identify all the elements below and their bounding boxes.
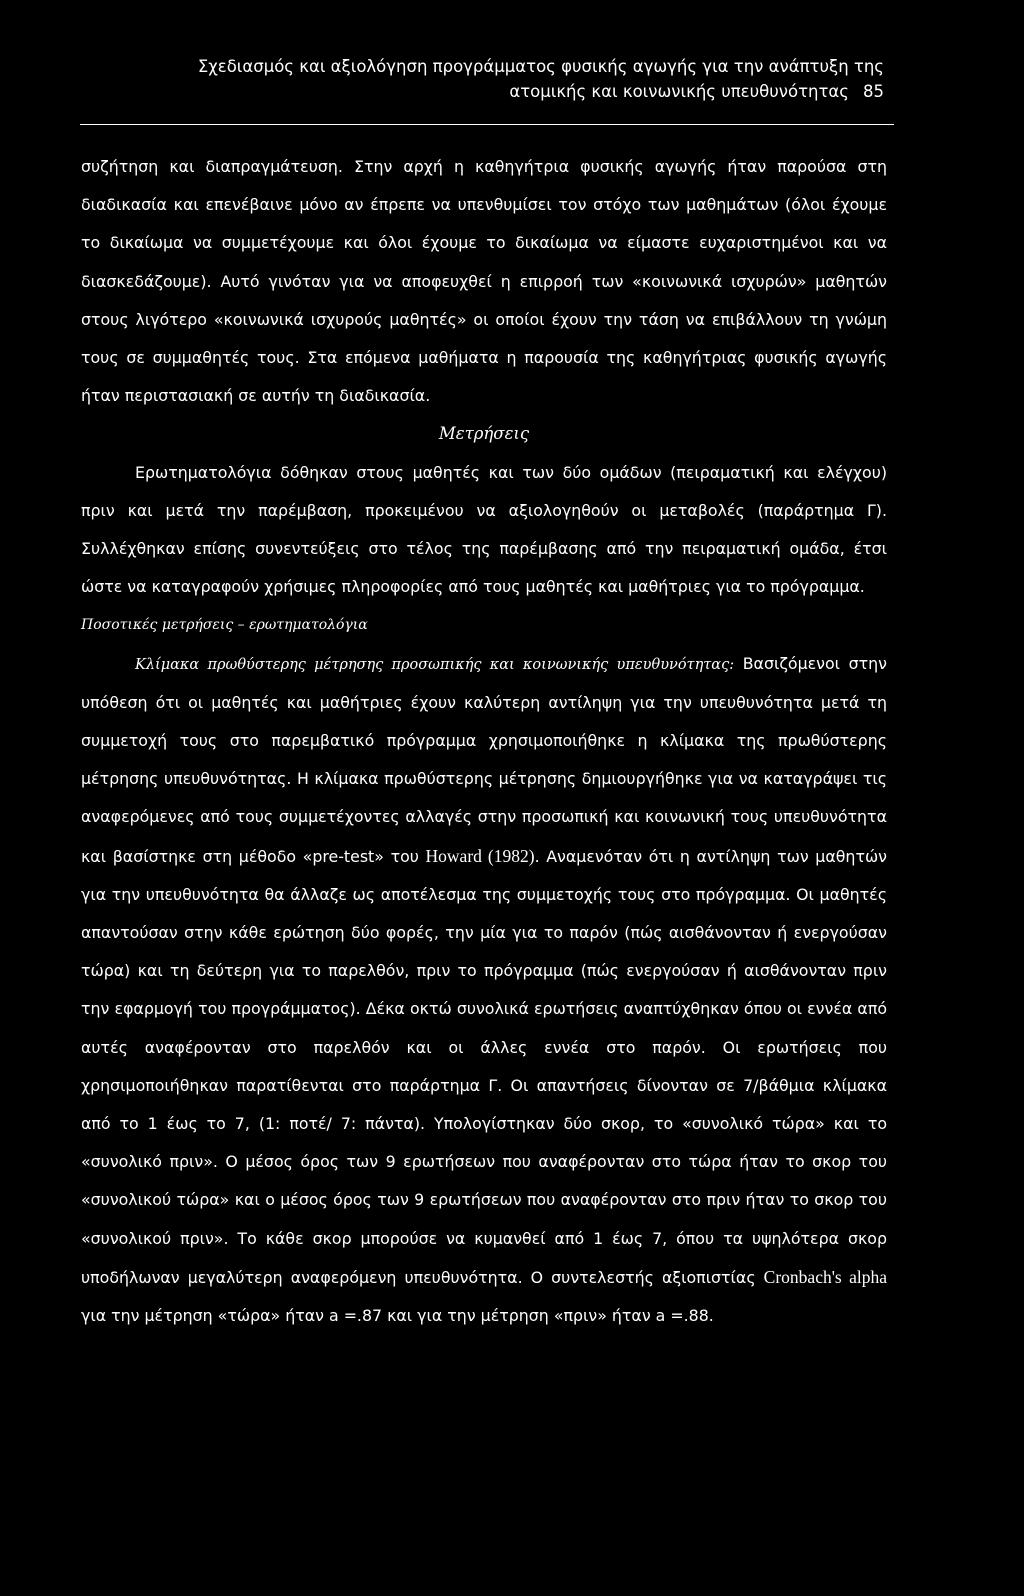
paragraph-procedure: συζήτηση και διαπραγμάτευση. Στην αρχή η καθηγήτρια φυσικής αγωγής ήταν παρούσα στη διαδικασία και επενέβαινε μόνο αν έπρεπε να υπενθυμίσει τον στόχο των μαθημάτων (όλοι έχουμε το δικαίωμα να συμμετέχουμε και όλοι έχουμε το δικαίωμα να είμαστε ευχαριστημένοι και να διασκεδάζουμε). Αυτό γινόταν για να αποφευχθεί η επιρροή των «κοινωνικά ισχυρών» μαθητών στους λιγότερο «κοινωνικά ισχυρούς μαθητές» οι οποίοι έχουν την τάση να επιβάλλουν τη γνώμη τους σε συμμαθητές τους. Στα επόμενα μαθήματα η παρουσία της καθηγήτριας φυσικής αγωγής ήταν περιστασιακή σε αυτήν τη διαδικασία.: [81, 157, 887, 406]
paragraph-text-part-b: . Αναμενόταν ότι η αντίληψη των μαθητών για την υπευθυνότητα θα άλλαζε ως αποτέλεσμα της συμμετοχής τους στο πρόγραμμα. Οι μαθητές απαντούσαν στην κάθε ερώτηση δύο φορές, την μία για το παρόν (πώς αισθάνονταν ή ενεργούσαν τώρα) και τη δεύτερη για το παρελθόν, πριν το πρόγραμμα (πώς ενεργούσαν ή αισθάνονταν πριν την εφαρμογή του προγράμματος). Δέκα οκτώ συνολικά ερωτήσεις αναπτύχθηκαν όπου οι εννέα από αυτές αναφέρονταν στο παρελθόν και οι άλλες εννέα στο παρόν. Οι ερωτήσεις που χρησιμοποιήθηκαν παρατίθενται στο παράρτημα Γ. Οι απαντήσεις δίνονταν σε 7/βάθμια κλίμακα από το 1 έως το 7, (1: ποτέ/ 7: πάντα). Υπολογίστηκαν δύο σκορ, το «συνολικό τώρα» και το «συνολικό πριν». Ο μέσος όρος των 9 ερωτήσεων που αναφέρονταν στο τώρα ήταν το σκορ του «συνολικού τώρα» και ο μέσος όρος των 9 ερωτήσεων που αναφέρονταν στο πριν ήταν το σκορ του «συνολικού πριν». Το κάθε σκορ μπορούσε να κυμανθεί από 1 έως 7, όπου τα υψηλότερα σκορ υποδήλωναν μεγαλύτερη αναφερόμενη υπευθυνότητα. Ο συντελεστής αξιοπιστίας: [81, 846, 888, 1287]
howard-citation: Howard (1982): [425, 845, 535, 866]
header-title-line2-row: [80, 79, 884, 104]
page-number: 85: [863, 82, 884, 101]
cronbach-alpha-term: Cronbach's alpha: [763, 1266, 887, 1287]
paragraph-text-part-c: για την μέτρηση «τώρα» ήταν a =.87 και για την μέτρηση «πριν» ήταν a =.88.: [81, 1306, 714, 1326]
header-title-line2: ατομικής και κοινωνικής υπευθυνότητας: [509, 82, 849, 101]
paragraph-text-part-a: Βασιζόμενοι στην υπόθεση ότι οι μαθητές και μαθήτριες έχουν καλύτερη αντίληψη για την υπευθυνότητα μετά τη συμμετοχή τους στο παρεμβατικό πρόγραμμα χρησιμοποιήθηκε η κλίμακα της πρωθύστερης μέτρησης υπευθυνότητας. Η κλίμακα πρωθύστερης μέτρησης δημιουργήθηκε για να καταγράψει τις αναφερόμενες από τους συμμετέχοντες αλλαγές στην προσωπική και κοινωνική τους υπευθυνότητα και βασίστηκε στη μέθοδο «pre-test» του: [81, 653, 887, 866]
paragraph-questionnaires: Ερωτηματολόγια δόθηκαν στους μαθητές και των δύο ομάδων (πειραματική και ελέγχου) πριν και μετά την παρέμβαση, προκειμένου να αξιολογηθούν οι μεταβολές (παράρτημα Γ). Συλλέχθηκαν επίσης συνεντεύξεις στο τέλος της παρέμβασης από την πειραματική ομάδα, έτσι ώστε να καταγραφούν χρήσιμες πληροφορίες από τους μαθητές και μαθήτριες για το πρόγραμμα.: [81, 462, 887, 597]
body-text: [81, 148, 887, 1335]
section-heading-measurements: Μετρήσεις: [438, 424, 530, 444]
paragraph-retrospective-scale: [81, 645, 887, 1336]
running-header: [80, 54, 884, 104]
header-rule: [80, 124, 894, 125]
scale-name-italic: Κλίμακα πρωθύστερης μέτρησης προσωπικής και κοινωνικής υπευθυνότητας:: [135, 656, 735, 673]
header-title-line1: Σχεδιασμός και αξιολόγηση προγράμματος φυσικής αγωγής για την ανάπτυξη της: [197, 57, 884, 76]
subheading-quantitative-measurements: Ποσοτικές μετρήσεις – ερωτηματολόγια: [81, 617, 368, 634]
